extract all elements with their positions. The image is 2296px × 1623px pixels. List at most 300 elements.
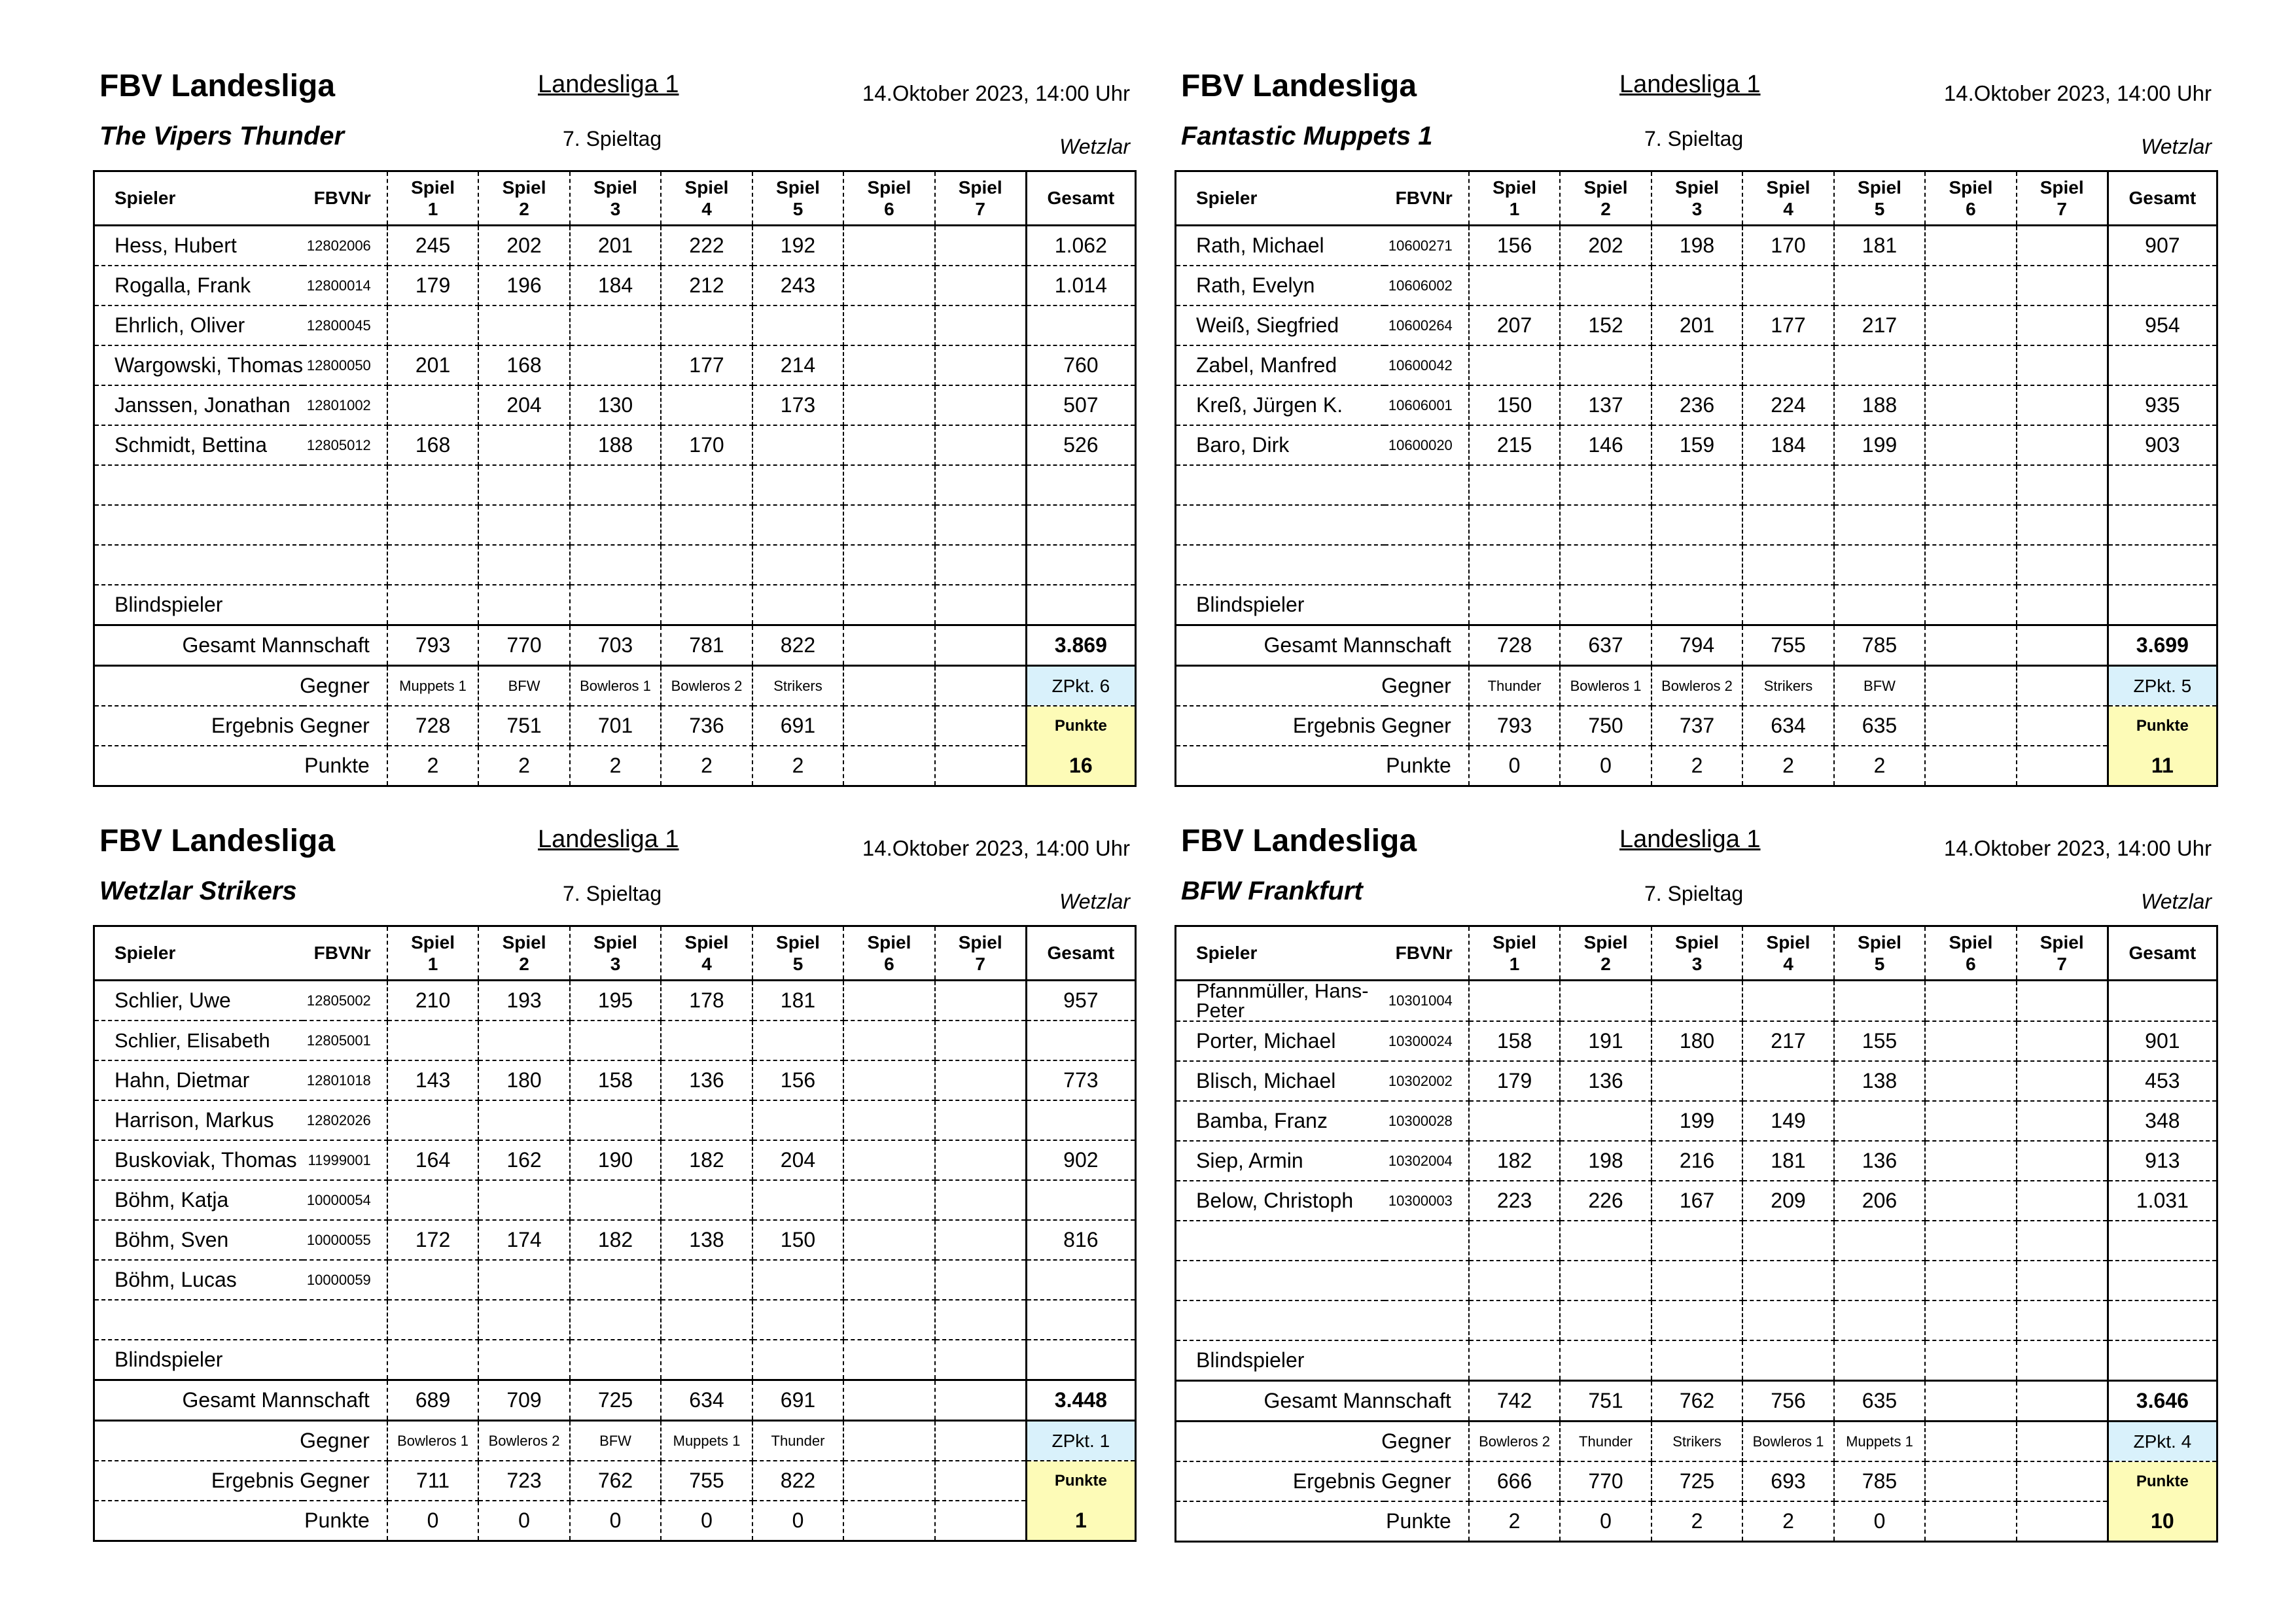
matchday-label: 7. Spieltag — [1644, 127, 1744, 150]
table-row — [94, 585, 1136, 625]
header-game: Spiel 1 — [1469, 171, 1560, 226]
game-score — [2017, 465, 2108, 505]
game-score: 204 — [752, 1140, 843, 1180]
game-score — [935, 345, 1026, 385]
game-score — [387, 1180, 478, 1220]
game-score: 243 — [752, 266, 843, 305]
game-score — [1651, 505, 1742, 545]
header-game: Spiel 7 — [935, 171, 1026, 226]
team-total-row — [1176, 1381, 2217, 1422]
player-fbvnr: 12802006 — [303, 226, 387, 266]
player-fbvnr: 12802026 — [303, 1100, 387, 1140]
header-game: Spiel 3 — [570, 171, 661, 226]
game-score — [570, 545, 661, 585]
game-score: 143 — [387, 1060, 478, 1100]
game-score — [661, 1100, 752, 1140]
game-score: 159 — [1651, 425, 1742, 465]
game-score — [2017, 1141, 2108, 1181]
player-name: Rogalla, Frank — [94, 266, 303, 305]
game-score — [478, 1340, 569, 1380]
game-score — [935, 981, 1026, 1021]
game-score — [1469, 1101, 1560, 1141]
points-row — [1176, 746, 2217, 786]
opponent-result-row — [1176, 706, 2217, 746]
game-score — [661, 505, 752, 545]
game-score: 226 — [1560, 1181, 1651, 1221]
table-row — [94, 545, 1136, 585]
team-game-total: 728 — [1469, 625, 1560, 666]
header-fbvnr: FBVNr — [1385, 171, 1469, 226]
header-game: Spiel 3 — [570, 926, 661, 981]
player-name: Kreß, Jürgen K. — [1176, 385, 1385, 425]
game-score: 182 — [1469, 1141, 1560, 1181]
game-score — [1834, 585, 1925, 625]
points-total: 1 — [1026, 1501, 1135, 1541]
game-score — [1925, 1300, 2016, 1340]
game-score — [1742, 1061, 1833, 1101]
game-score — [478, 585, 569, 625]
game-score: 198 — [1560, 1141, 1651, 1181]
player-total — [1026, 1180, 1135, 1220]
matchday-label: 7. Spieltag — [563, 127, 662, 150]
game-score — [570, 1180, 661, 1220]
header-game: Spiel 2 — [478, 926, 569, 981]
game-score — [752, 505, 843, 545]
header-fbvnr: FBVNr — [303, 171, 387, 226]
player-name — [94, 505, 303, 545]
game-score: 214 — [752, 345, 843, 385]
game-score — [661, 385, 752, 425]
team-grand-total: 3.448 — [1026, 1380, 1135, 1421]
game-score — [935, 305, 1026, 345]
game-score — [661, 1300, 752, 1340]
team-game-total: 751 — [1560, 1381, 1651, 1422]
player-name: Below, Christoph — [1176, 1181, 1385, 1221]
game-score — [1925, 1021, 2016, 1061]
game-score — [570, 1021, 661, 1060]
player-fbvnr — [303, 585, 387, 625]
game-score — [1834, 345, 1925, 385]
player-name: Schlier, Uwe — [94, 981, 303, 1021]
header-total: Gesamt — [2108, 926, 2217, 981]
game-score: 181 — [752, 981, 843, 1021]
game-score — [1742, 1261, 1833, 1300]
game-points: 2 — [1742, 1501, 1833, 1542]
opponent-name — [2017, 666, 2108, 707]
opponent-score: 728 — [387, 706, 478, 746]
game-score: 146 — [1560, 425, 1651, 465]
game-score — [478, 425, 569, 465]
player-name: Rath, Michael — [1176, 226, 1385, 266]
team-game-total: 770 — [478, 625, 569, 666]
opponent-result-label: Ergebnis Gegner — [1176, 1461, 1469, 1501]
player-fbvnr: 10301004 — [1385, 981, 1469, 1022]
game-score — [661, 1260, 752, 1300]
opponent-name: Thunder — [1560, 1422, 1651, 1462]
player-total — [2108, 266, 2217, 305]
opponents-row — [94, 666, 1136, 707]
table-row — [1176, 585, 2217, 625]
game-score: 199 — [1651, 1101, 1742, 1141]
opponent-score — [843, 1461, 934, 1501]
match-datetime: 14.Oktober 2023, 14:00 Uhr — [862, 836, 1130, 860]
table-row — [94, 505, 1136, 545]
game-score — [935, 385, 1026, 425]
game-score: 223 — [1469, 1181, 1560, 1221]
team-total-label: Gesamt Mannschaft — [94, 1380, 387, 1421]
game-score — [1925, 505, 2016, 545]
table-row — [94, 1180, 1136, 1220]
header-game: Spiel 5 — [1834, 926, 1925, 981]
table-row — [1176, 465, 2217, 505]
game-score — [2017, 981, 2108, 1022]
table-row — [1176, 1101, 2217, 1141]
opponent-result-label: Ergebnis Gegner — [1176, 706, 1469, 746]
game-score — [752, 425, 843, 465]
team-name: BFW Frankfurt — [1181, 877, 1363, 905]
player-name: Siep, Armin — [1176, 1141, 1385, 1181]
player-fbvnr: 12800014 — [303, 266, 387, 305]
zpkt-badge: ZPkt. 5 — [2108, 666, 2217, 707]
player-fbvnr: 10600271 — [1385, 226, 1469, 266]
player-total — [2108, 981, 2217, 1022]
game-score — [935, 1140, 1026, 1180]
game-score — [387, 1340, 478, 1380]
opponent-name: Bowleros 1 — [387, 1421, 478, 1461]
opponent-score: 635 — [1834, 706, 1925, 746]
player-total — [1026, 1300, 1135, 1340]
opponent-score — [2017, 706, 2108, 746]
opponent-score: 711 — [387, 1461, 478, 1501]
game-score — [661, 1021, 752, 1060]
player-fbvnr: 10600042 — [1385, 345, 1469, 385]
player-total — [1026, 1260, 1135, 1300]
game-score — [1469, 1221, 1560, 1261]
player-fbvnr: 10000055 — [303, 1220, 387, 1260]
game-score — [935, 425, 1026, 465]
division-label: Landesliga 1 — [1619, 826, 1761, 853]
opponent-name: Bowleros 2 — [1651, 666, 1742, 707]
opponent-result-row — [1176, 1461, 2217, 1501]
player-fbvnr — [303, 465, 387, 505]
game-points — [1925, 746, 2016, 786]
player-fbvnr: 10302004 — [1385, 1141, 1469, 1181]
table-row — [1176, 505, 2217, 545]
matchday-label: 7. Spieltag — [1644, 882, 1744, 905]
score-table — [93, 925, 1137, 1542]
game-score — [387, 545, 478, 585]
game-score: 156 — [752, 1060, 843, 1100]
game-score: 217 — [1834, 305, 1925, 345]
player-name: Harrison, Markus — [94, 1100, 303, 1140]
game-score — [1469, 465, 1560, 505]
opponent-result-row — [94, 1461, 1136, 1501]
game-score — [1560, 266, 1651, 305]
header-game: Spiel 2 — [1560, 926, 1651, 981]
header-game: Spiel 6 — [843, 171, 934, 226]
game-score: 138 — [1834, 1061, 1925, 1101]
header-total: Gesamt — [1026, 926, 1135, 981]
opponent-score: 785 — [1834, 1461, 1925, 1501]
game-score — [1469, 266, 1560, 305]
score-sheet — [93, 823, 1137, 1532]
player-name — [1176, 465, 1385, 505]
table-row — [1176, 1141, 2217, 1181]
player-total: 1.031 — [2108, 1181, 2217, 1221]
game-score: 167 — [1651, 1181, 1742, 1221]
points-label: Punkte — [2108, 706, 2217, 746]
player-total — [1026, 465, 1135, 505]
game-score: 181 — [1742, 1141, 1833, 1181]
points-total: 10 — [2108, 1501, 2217, 1542]
team-total-label: Gesamt Mannschaft — [1176, 625, 1469, 666]
player-name: Ehrlich, Oliver — [94, 305, 303, 345]
table-row — [94, 1340, 1136, 1380]
points-row-label: Punkte — [1176, 1501, 1469, 1542]
game-score: 168 — [387, 425, 478, 465]
player-fbvnr: 10302002 — [1385, 1061, 1469, 1101]
game-score — [935, 1021, 1026, 1060]
opponent-name: Strikers — [752, 666, 843, 707]
points-row — [1176, 1501, 2217, 1542]
game-points — [2017, 1501, 2108, 1542]
player-name: Blindspieler — [94, 1340, 303, 1380]
game-score — [387, 465, 478, 505]
game-score: 178 — [661, 981, 752, 1021]
game-score — [478, 505, 569, 545]
opponent-name: BFW — [570, 1421, 661, 1461]
player-total: 453 — [2108, 1061, 2217, 1101]
team-game-total: 785 — [1834, 625, 1925, 666]
match-datetime: 14.Oktober 2023, 14:00 Uhr — [1943, 836, 2212, 860]
header-player: Spieler — [1176, 171, 1385, 226]
header-game: Spiel 3 — [1651, 171, 1742, 226]
game-score: 202 — [478, 226, 569, 266]
header-player: Spieler — [1176, 926, 1385, 981]
header-game: Spiel 1 — [387, 171, 478, 226]
points-row — [94, 1501, 1136, 1541]
game-score — [1925, 385, 2016, 425]
player-fbvnr — [1385, 1221, 1469, 1261]
game-score — [1834, 505, 1925, 545]
game-score — [752, 1300, 843, 1340]
game-score: 162 — [478, 1140, 569, 1180]
opponent-name: Muppets 1 — [1834, 1422, 1925, 1462]
table-row — [1176, 981, 2217, 1022]
game-points: 2 — [478, 746, 569, 786]
player-fbvnr — [1385, 1340, 1469, 1381]
game-score — [843, 465, 934, 505]
header-game: Spiel 5 — [752, 171, 843, 226]
game-score: 177 — [661, 345, 752, 385]
opponent-result-label: Ergebnis Gegner — [94, 706, 387, 746]
table-row — [1176, 1061, 2217, 1101]
game-score — [843, 1021, 934, 1060]
game-score — [1651, 345, 1742, 385]
game-score: 188 — [1834, 385, 1925, 425]
game-score — [1742, 465, 1833, 505]
game-points: 0 — [1560, 746, 1651, 786]
player-total: 954 — [2108, 305, 2217, 345]
game-score — [661, 465, 752, 505]
game-score — [1834, 545, 1925, 585]
game-score — [661, 305, 752, 345]
game-score: 136 — [661, 1060, 752, 1100]
player-name — [1176, 505, 1385, 545]
team-game-total: 794 — [1651, 625, 1742, 666]
player-name: Weiß, Siegfried — [1176, 305, 1385, 345]
venue: Wetzlar — [2141, 890, 2212, 913]
game-score — [661, 585, 752, 625]
game-score — [843, 1220, 934, 1260]
player-total — [2108, 1221, 2217, 1261]
game-score — [1560, 345, 1651, 385]
header-game: Spiel 7 — [935, 926, 1026, 981]
table-row — [1176, 305, 2217, 345]
game-score — [1834, 1221, 1925, 1261]
game-points: 0 — [478, 1501, 569, 1541]
header-game: Spiel 4 — [661, 171, 752, 226]
player-name: Hahn, Dietmar — [94, 1060, 303, 1100]
game-score: 149 — [1742, 1101, 1833, 1141]
opponent-result-label: Ergebnis Gegner — [94, 1461, 387, 1501]
game-score: 224 — [1742, 385, 1833, 425]
game-points: 0 — [1834, 1501, 1925, 1542]
game-score — [843, 585, 934, 625]
game-score — [1469, 1261, 1560, 1300]
points-total: 11 — [2108, 746, 2217, 786]
game-score — [935, 1060, 1026, 1100]
opponent-name: Thunder — [752, 1421, 843, 1461]
player-name: Schmidt, Bettina — [94, 425, 303, 465]
team-game-total — [843, 1380, 934, 1421]
player-total: 1.062 — [1026, 226, 1135, 266]
team-game-total: 756 — [1742, 1381, 1833, 1422]
opponent-score: 751 — [478, 706, 569, 746]
game-score: 130 — [570, 385, 661, 425]
header-game: Spiel 1 — [1469, 926, 1560, 981]
player-fbvnr — [303, 505, 387, 545]
game-score — [1560, 1221, 1651, 1261]
game-score — [1469, 1300, 1560, 1340]
team-game-total — [935, 1380, 1026, 1421]
team-grand-total: 3.699 — [2108, 625, 2217, 666]
game-score — [2017, 1221, 2108, 1261]
player-name: Böhm, Katja — [94, 1180, 303, 1220]
game-score — [2017, 305, 2108, 345]
table-header — [94, 926, 1136, 981]
player-total — [1026, 545, 1135, 585]
player-total: 526 — [1026, 425, 1135, 465]
opponents-row — [94, 1421, 1136, 1461]
game-score — [935, 1260, 1026, 1300]
player-name — [94, 1300, 303, 1340]
opponents-label: Gegner — [94, 1421, 387, 1461]
game-score: 181 — [1834, 226, 1925, 266]
table-row — [94, 1140, 1136, 1180]
header-game: Spiel 4 — [1742, 171, 1833, 226]
points-label: Punkte — [1026, 1461, 1135, 1501]
game-score — [387, 1300, 478, 1340]
game-score — [1742, 1340, 1833, 1381]
team-game-total: 762 — [1651, 1381, 1742, 1422]
player-name — [1176, 1221, 1385, 1261]
game-score — [1742, 266, 1833, 305]
game-score — [478, 305, 569, 345]
player-total: 902 — [1026, 1140, 1135, 1180]
game-score — [935, 545, 1026, 585]
player-fbvnr — [1385, 545, 1469, 585]
game-points: 2 — [387, 746, 478, 786]
game-score — [1834, 1261, 1925, 1300]
game-score — [1834, 465, 1925, 505]
player-fbvnr: 10606001 — [1385, 385, 1469, 425]
player-fbvnr — [1385, 585, 1469, 625]
game-score — [1469, 1340, 1560, 1381]
player-name — [94, 545, 303, 585]
table-header — [1176, 926, 2217, 981]
opponent-name: Strikers — [1742, 666, 1833, 707]
game-score — [1925, 1061, 2016, 1101]
table-row — [1176, 1340, 2217, 1381]
player-total: 760 — [1026, 345, 1135, 385]
opponent-name — [935, 1421, 1026, 1461]
game-score — [1925, 1261, 2016, 1300]
opponents-label: Gegner — [94, 666, 387, 707]
game-score — [1560, 1300, 1651, 1340]
table-row — [94, 1220, 1136, 1260]
team-game-total: 689 — [387, 1380, 478, 1421]
player-total — [1026, 1340, 1135, 1380]
header-game: Spiel 5 — [1834, 171, 1925, 226]
game-score — [2017, 1061, 2108, 1101]
team-game-total: 691 — [752, 1380, 843, 1421]
player-fbvnr: 10300024 — [1385, 1021, 1469, 1061]
player-name: Porter, Michael — [1176, 1021, 1385, 1061]
game-score — [843, 1060, 934, 1100]
player-fbvnr — [303, 1300, 387, 1340]
table-row — [94, 266, 1136, 305]
player-fbvnr — [1385, 505, 1469, 545]
game-score: 158 — [1469, 1021, 1560, 1061]
team-game-total — [843, 625, 934, 666]
opponent-result-row — [94, 706, 1136, 746]
player-name: Bamba, Franz — [1176, 1101, 1385, 1141]
game-score: 182 — [570, 1220, 661, 1260]
game-score: 137 — [1560, 385, 1651, 425]
team-name: The Vipers Thunder — [99, 122, 345, 150]
opponent-name — [843, 1421, 934, 1461]
game-score — [1651, 981, 1742, 1022]
table-row — [94, 1300, 1136, 1340]
game-score — [1469, 345, 1560, 385]
game-score — [1925, 585, 2016, 625]
opponent-name — [843, 666, 934, 707]
player-name: Janssen, Jonathan — [94, 385, 303, 425]
table-row — [1176, 1181, 2217, 1221]
score-table — [1174, 170, 2218, 787]
game-points — [2017, 746, 2108, 786]
header-fbvnr: FBVNr — [1385, 926, 1469, 981]
player-total: 957 — [1026, 981, 1135, 1021]
opponent-score: 750 — [1560, 706, 1651, 746]
game-score — [1925, 305, 2016, 345]
game-score — [478, 465, 569, 505]
opponent-name: Muppets 1 — [387, 666, 478, 707]
header-game: Spiel 7 — [2017, 171, 2108, 226]
player-total — [2108, 465, 2217, 505]
division-label: Landesliga 1 — [538, 71, 679, 98]
